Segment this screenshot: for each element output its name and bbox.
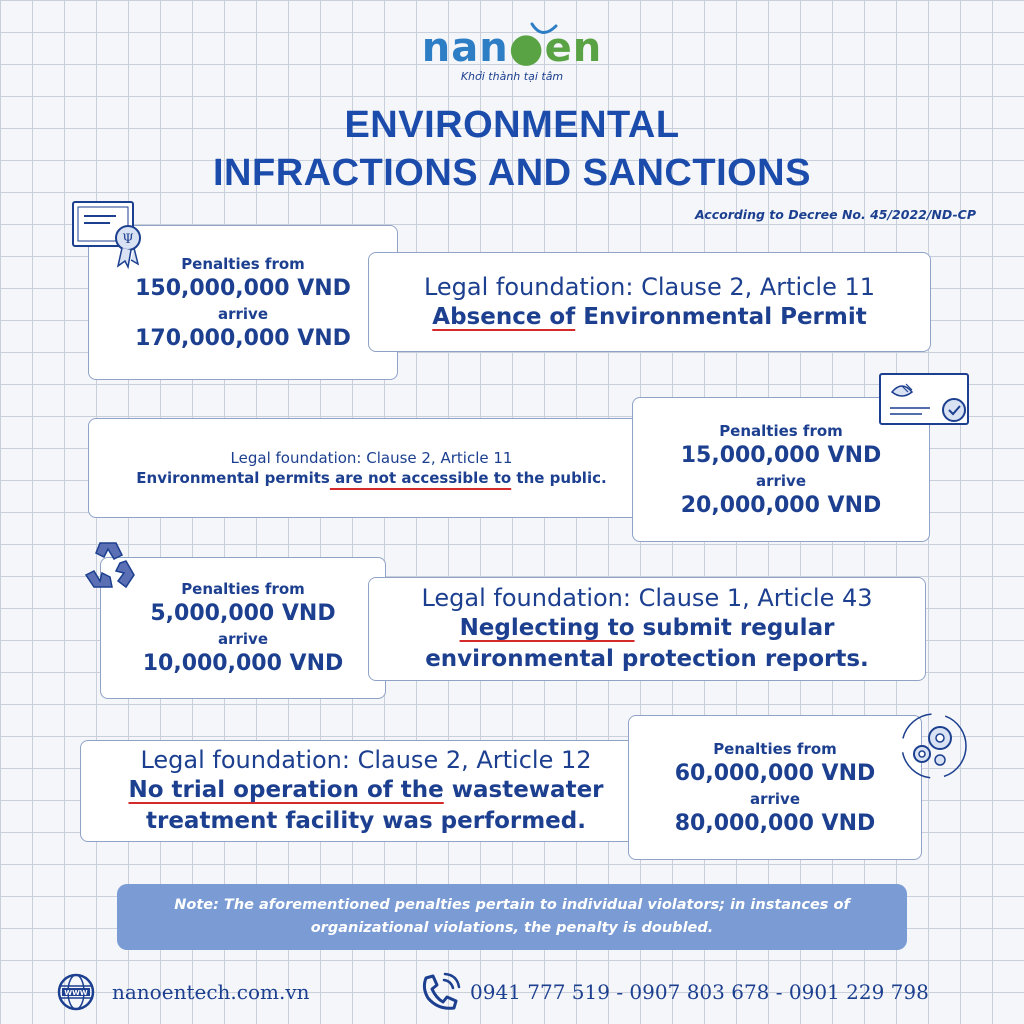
violation-underlined: Absence of (432, 303, 576, 330)
penalty-from-label: Penalties from (181, 254, 305, 273)
note-banner: Note: The aforementioned penalties pertain to individual violators; in instances of organizational violations, the penalty is doubled. (117, 884, 907, 950)
penalty-min: 15,000,000 VND (680, 442, 882, 468)
page-title-line2: INFRACTIONS AND SANCTIONS (213, 152, 811, 194)
penalty-max: 170,000,000 VND (135, 325, 351, 351)
penalty-min: 150,000,000 VND (135, 275, 351, 301)
violation-rest: the public. (511, 468, 607, 487)
legal-box-4 (80, 740, 652, 842)
decree-reference: According to Decree No. 45/2022/ND-CP (695, 207, 976, 222)
penalty-min: 5,000,000 VND (150, 601, 336, 626)
penalty-max: 80,000,000 VND (674, 810, 876, 836)
handshake-document-icon (878, 370, 972, 430)
violation-underlined: are not accessible to (329, 468, 512, 487)
legal-box-3 (368, 577, 926, 681)
penalty-min: 60,000,000 VND (674, 760, 876, 786)
svg-text:Ψ: Ψ (122, 232, 134, 247)
violation-pre: Environmental permits (136, 468, 330, 487)
violation-rest: Environmental Permit (575, 303, 867, 330)
phone-numbers[interactable]: 0941 777 519 - 0907 803 678 - 0901 229 798 (470, 980, 929, 1004)
logo-wordmark: nan●en (421, 25, 603, 71)
website-link[interactable]: nanoentech.com.vn (112, 980, 310, 1004)
legal-basis: Legal foundation: Clause 1, Article 43 (421, 584, 873, 612)
violation-description (81, 775, 651, 837)
penalty-to-label: arrive (755, 471, 806, 490)
violation-underlined: Neglecting to (459, 615, 635, 641)
page-title-line1: ENVIRONMENTAL (344, 104, 680, 146)
gears-icon (896, 708, 972, 784)
logo-tagline: Khởi thành tại tâm (460, 70, 564, 83)
penalty-to-label: arrive (217, 630, 268, 648)
penalty-from-label: Penalties from (181, 580, 305, 598)
violation-description (106, 468, 636, 489)
violation-description (369, 613, 925, 675)
certificate-icon (70, 200, 152, 270)
penalty-to-label: arrive (217, 304, 268, 323)
legal-basis: Legal foundation: Clause 2, Article 11 (230, 448, 513, 467)
violation-underlined: No trial operation of the (128, 777, 444, 803)
penalty-max: 10,000,000 VND (142, 651, 344, 676)
leaf-icon (530, 22, 558, 42)
legal-basis: Legal foundation: Clause 2, Article 11 (423, 272, 876, 301)
svg-text:WWW: WWW (64, 989, 88, 997)
penalty-box-4 (628, 715, 922, 860)
penalty-box-3 (100, 557, 386, 699)
penalty-max: 20,000,000 VND (680, 492, 882, 518)
legal-basis: Legal foundation: Clause 2, Article 12 (140, 746, 592, 774)
violation-rest: submit regular environmental protection reports. (425, 615, 869, 672)
penalty-to-label: arrive (749, 789, 800, 808)
violation-description (432, 302, 866, 333)
penalty-from-label: Penalties from (713, 739, 837, 758)
violation-rest: wastewater treatment facility was performed. (146, 777, 604, 834)
phone-icon (418, 972, 462, 1012)
legal-box-2 (88, 418, 655, 518)
brand-logo (412, 22, 612, 100)
legal-box-1 (368, 252, 931, 352)
globe-www-icon (56, 972, 96, 1012)
penalty-from-label: Penalties from (719, 421, 843, 440)
recycle-icon (78, 537, 138, 593)
